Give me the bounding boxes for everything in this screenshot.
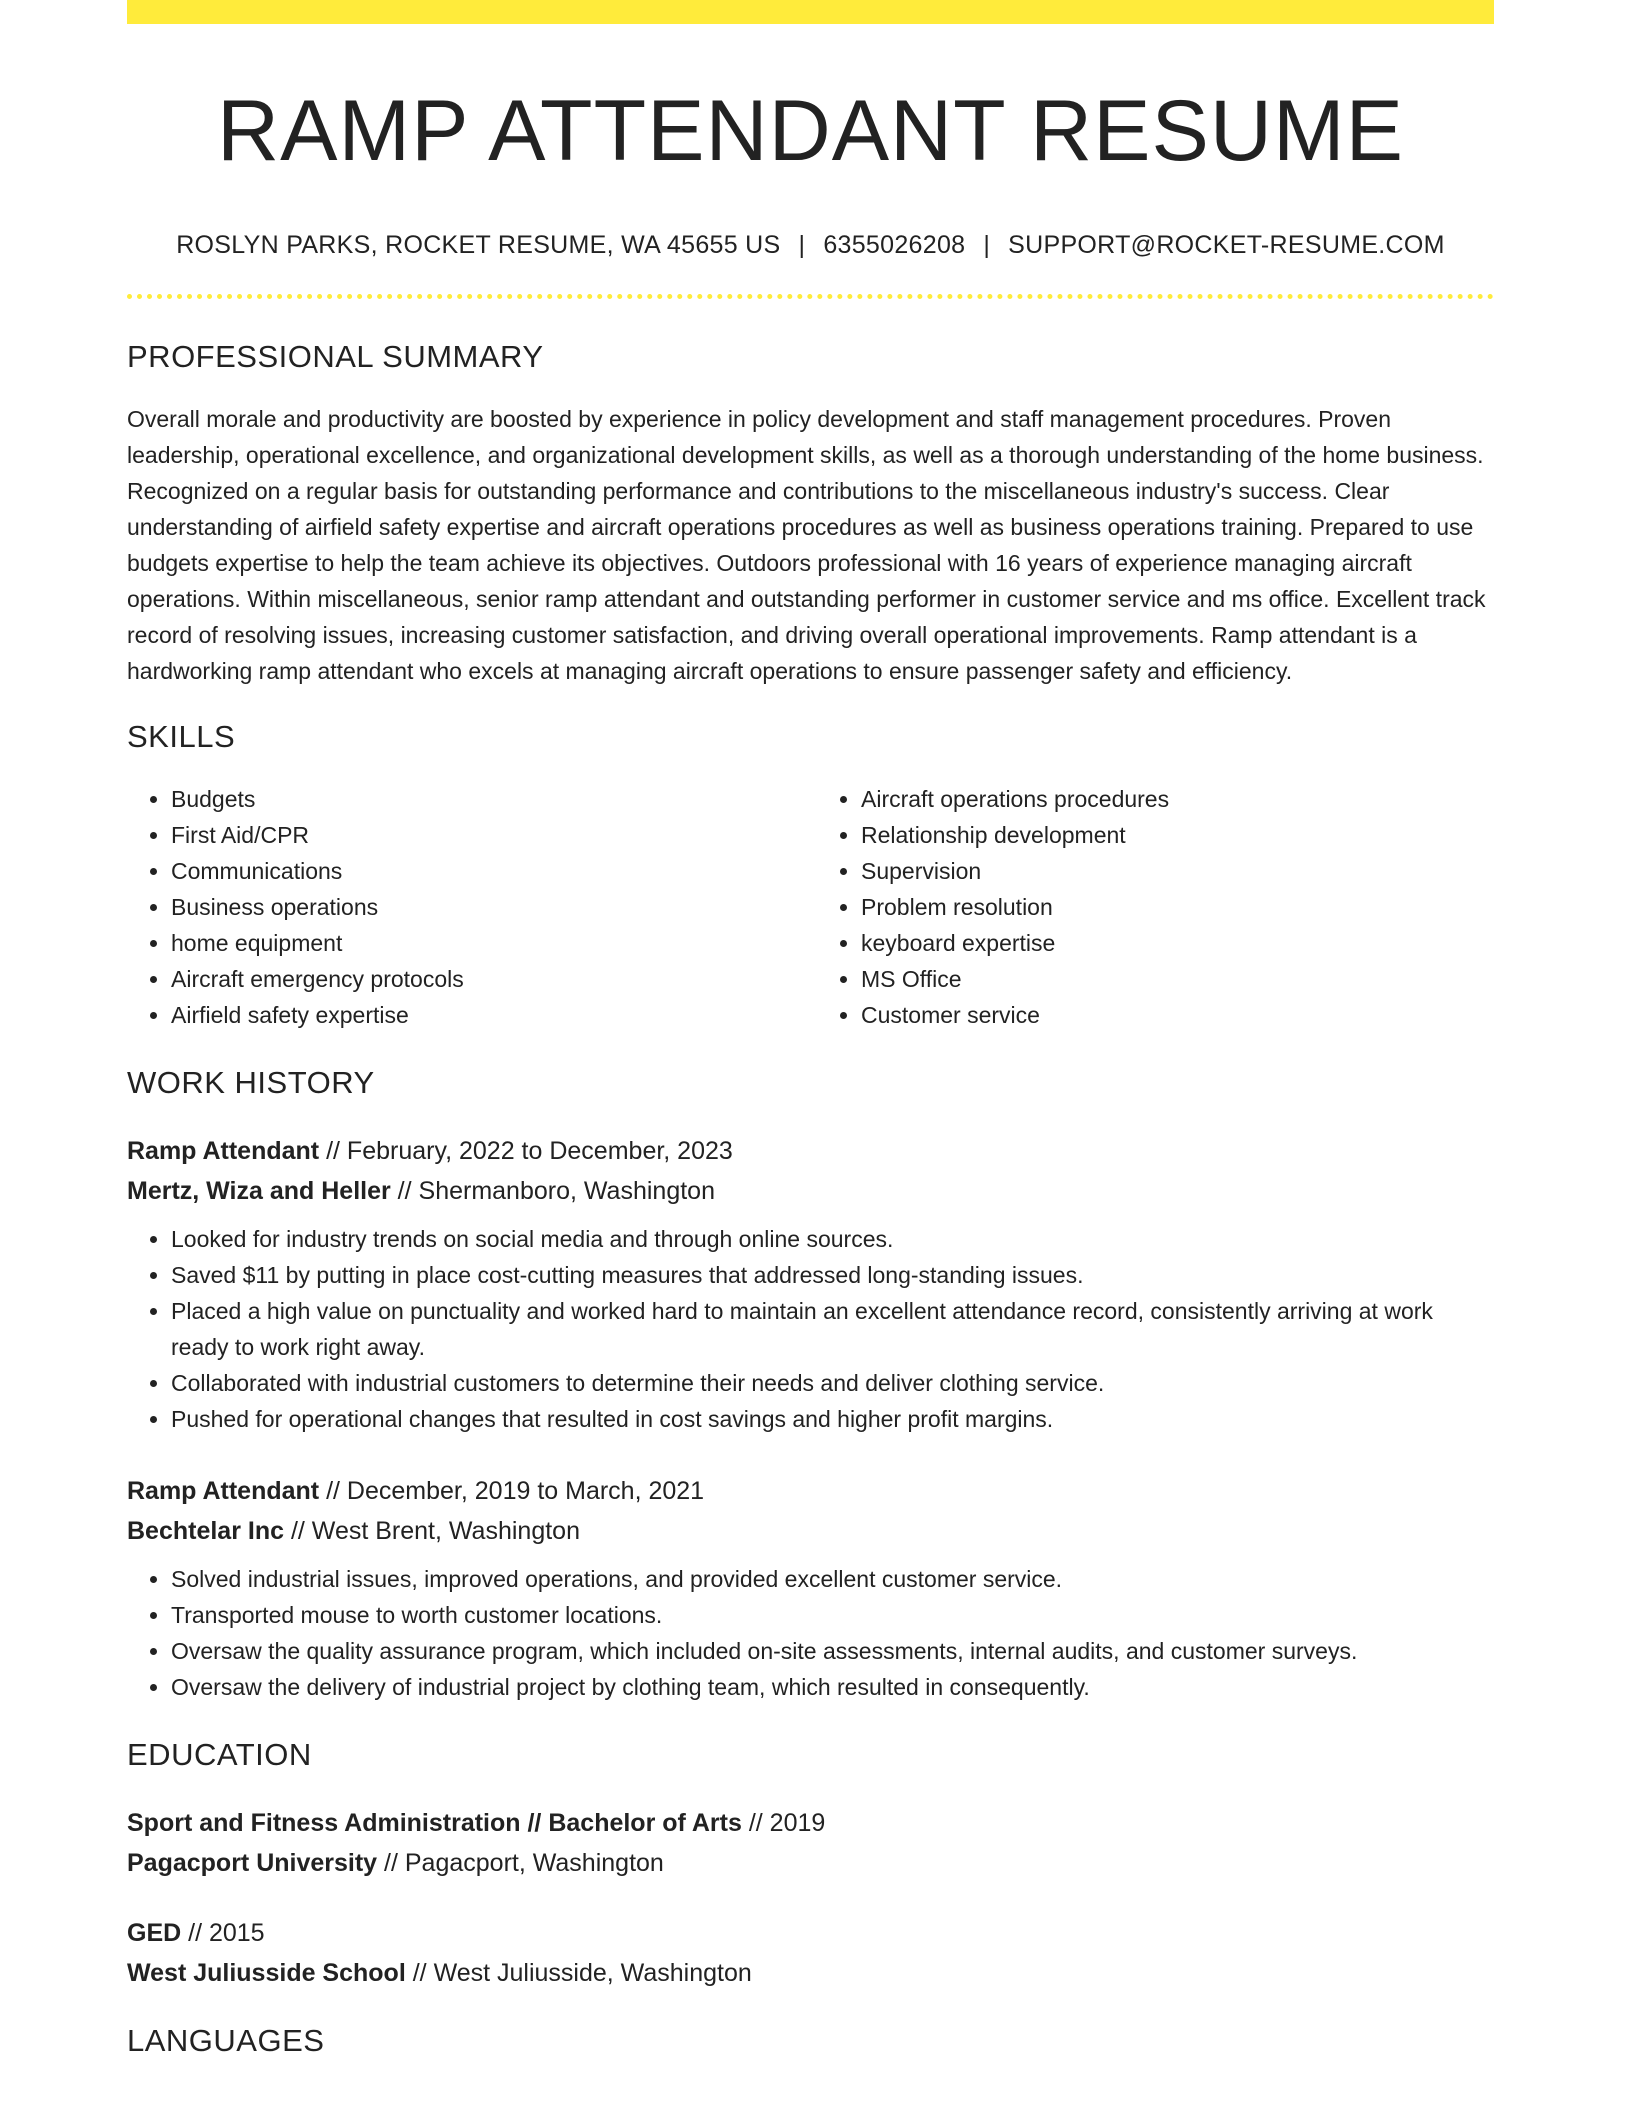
job-location: // West Brent, Washington xyxy=(284,1516,580,1545)
school: West Juliusside School xyxy=(127,1958,406,1987)
education-entry xyxy=(127,1803,1494,1883)
job-title-line xyxy=(127,1471,1494,1511)
skill-item: • Customer service xyxy=(861,997,1491,1033)
skill-item: • First Aid/CPR xyxy=(171,817,801,853)
job-entry xyxy=(127,1471,1494,1705)
contact-email: SUPPORT@ROCKET-RESUME.COM xyxy=(1008,230,1445,259)
header-divider xyxy=(127,294,1494,299)
job-bullet: • Oversaw the delivery of industrial project by clothing team, which resulted in consequently. xyxy=(171,1669,1494,1705)
skills-list-left xyxy=(127,781,801,1033)
job-bullet: • Transported mouse to worth customer locations. xyxy=(171,1597,1494,1633)
contact-separator: | xyxy=(798,230,806,259)
job-bullet: • Pushed for operational changes that resulted in cost savings and higher profit margins. xyxy=(171,1401,1494,1437)
job-bullet: • Solved industrial issues, improved operations, and provided excellent customer service. xyxy=(171,1561,1494,1597)
skill-item: • Relationship development xyxy=(861,817,1491,853)
job-bullet: • Saved $11 by putting in place cost-cutting measures that addressed long-standing issues. xyxy=(171,1257,1494,1293)
job-bullets xyxy=(127,1561,1494,1705)
skill-item: • Budgets xyxy=(171,781,801,817)
job-title: Ramp Attendant xyxy=(127,1476,320,1505)
job-bullet: • Collaborated with industrial customers to determine their needs and deliver clothing service. xyxy=(171,1365,1494,1401)
job-company: Mertz, Wiza and Heller xyxy=(127,1176,391,1205)
work-history-heading: WORK HISTORY xyxy=(127,1064,375,1100)
job-bullet: • Oversaw the quality assurance program, which included on-site assessments, internal audits, and customer surveys. xyxy=(171,1633,1494,1669)
school-line xyxy=(127,1843,1494,1883)
summary-text: Overall morale and productivity are boosted by experience in policy development and staff management procedures. Proven leadership, operational excellence, and organizational development skills, as well as a thorough understanding of the home business. Recognized on a regular basis for outstanding performance and contributions to the miscellaneous industry's success. Clear understanding of airfield safety expertise and aircraft operations procedures as well as business operations training. Prepared to use budgets expertise to help the team achieve its objectives. Outdoors professional with 16 years of experience managing aircraft operations. Within miscellaneous, senior ramp attendant and outstanding performer in customer service and ms office. Excellent track record of resolving issues, increasing customer satisfaction, and driving overall operational improvements. Ramp attendant is a hardworking ramp attendant who excels at managing aircraft operations to ensure passenger safety and efficiency. xyxy=(127,405,1486,684)
degree-year: // 2019 xyxy=(741,1808,826,1837)
school-line xyxy=(127,1953,1494,1993)
skill-item: • MS Office xyxy=(861,961,1491,997)
languages-heading: LANGUAGES xyxy=(127,2022,325,2058)
degree-line xyxy=(127,1913,1494,1953)
degree: Sport and Fitness Administration // Bachelor of Arts xyxy=(127,1808,742,1837)
skill-item: • Business operations xyxy=(171,889,801,925)
skill-item: • keyboard expertise xyxy=(861,925,1491,961)
degree-line xyxy=(127,1803,1494,1843)
job-bullet: • Looked for industry trends on social media and through online sources. xyxy=(171,1221,1494,1257)
skill-item: • Supervision xyxy=(861,853,1491,889)
contact-address: ROSLYN PARKS, ROCKET RESUME, WA 45655 US xyxy=(176,230,781,259)
job-company-line xyxy=(127,1511,1494,1551)
school-location: // West Juliusside, Washington xyxy=(405,1958,752,1987)
skill-item: • Airfield safety expertise xyxy=(171,997,801,1033)
contact-phone: 6355026208 xyxy=(823,230,966,259)
skill-item: • Problem resolution xyxy=(861,889,1491,925)
education-heading: EDUCATION xyxy=(127,1736,312,1772)
job-entry xyxy=(127,1131,1494,1437)
skills-heading: SKILLS xyxy=(127,718,236,754)
job-dates: // February, 2022 to December, 2023 xyxy=(319,1136,733,1165)
job-title-line xyxy=(127,1131,1494,1171)
education-entry xyxy=(127,1913,1494,1993)
job-company-line xyxy=(127,1171,1494,1211)
skills-list-right xyxy=(801,781,1491,1033)
top-accent-bar xyxy=(127,0,1494,24)
skill-item: • home equipment xyxy=(171,925,801,961)
resume-page xyxy=(127,0,1494,2059)
skill-item: • Aircraft emergency protocols xyxy=(171,961,801,997)
degree: GED xyxy=(127,1918,182,1947)
resume-title: RAMP ATTENDANT RESUME xyxy=(217,83,1404,179)
job-title: Ramp Attendant xyxy=(127,1136,320,1165)
job-location: // Shermanboro, Washington xyxy=(390,1176,715,1205)
skill-item: • Aircraft operations procedures xyxy=(861,781,1491,817)
skills-columns xyxy=(127,781,1494,1033)
job-dates: // December, 2019 to March, 2021 xyxy=(319,1476,705,1505)
contact-separator: | xyxy=(983,230,991,259)
job-company: Bechtelar Inc xyxy=(127,1516,285,1545)
degree-year: // 2015 xyxy=(181,1918,265,1947)
school-location: // Pagacport, Washington xyxy=(377,1848,664,1877)
job-bullet: • Placed a high value on punctuality and worked hard to maintain an excellent attendance record, consistently arriving at work ready to work right away. xyxy=(171,1293,1494,1365)
job-bullets xyxy=(127,1221,1494,1437)
contact-line xyxy=(127,231,1494,260)
skill-item: • Communications xyxy=(171,853,801,889)
summary-heading: PROFESSIONAL SUMMARY xyxy=(127,338,544,374)
school: Pagacport University xyxy=(127,1848,378,1877)
